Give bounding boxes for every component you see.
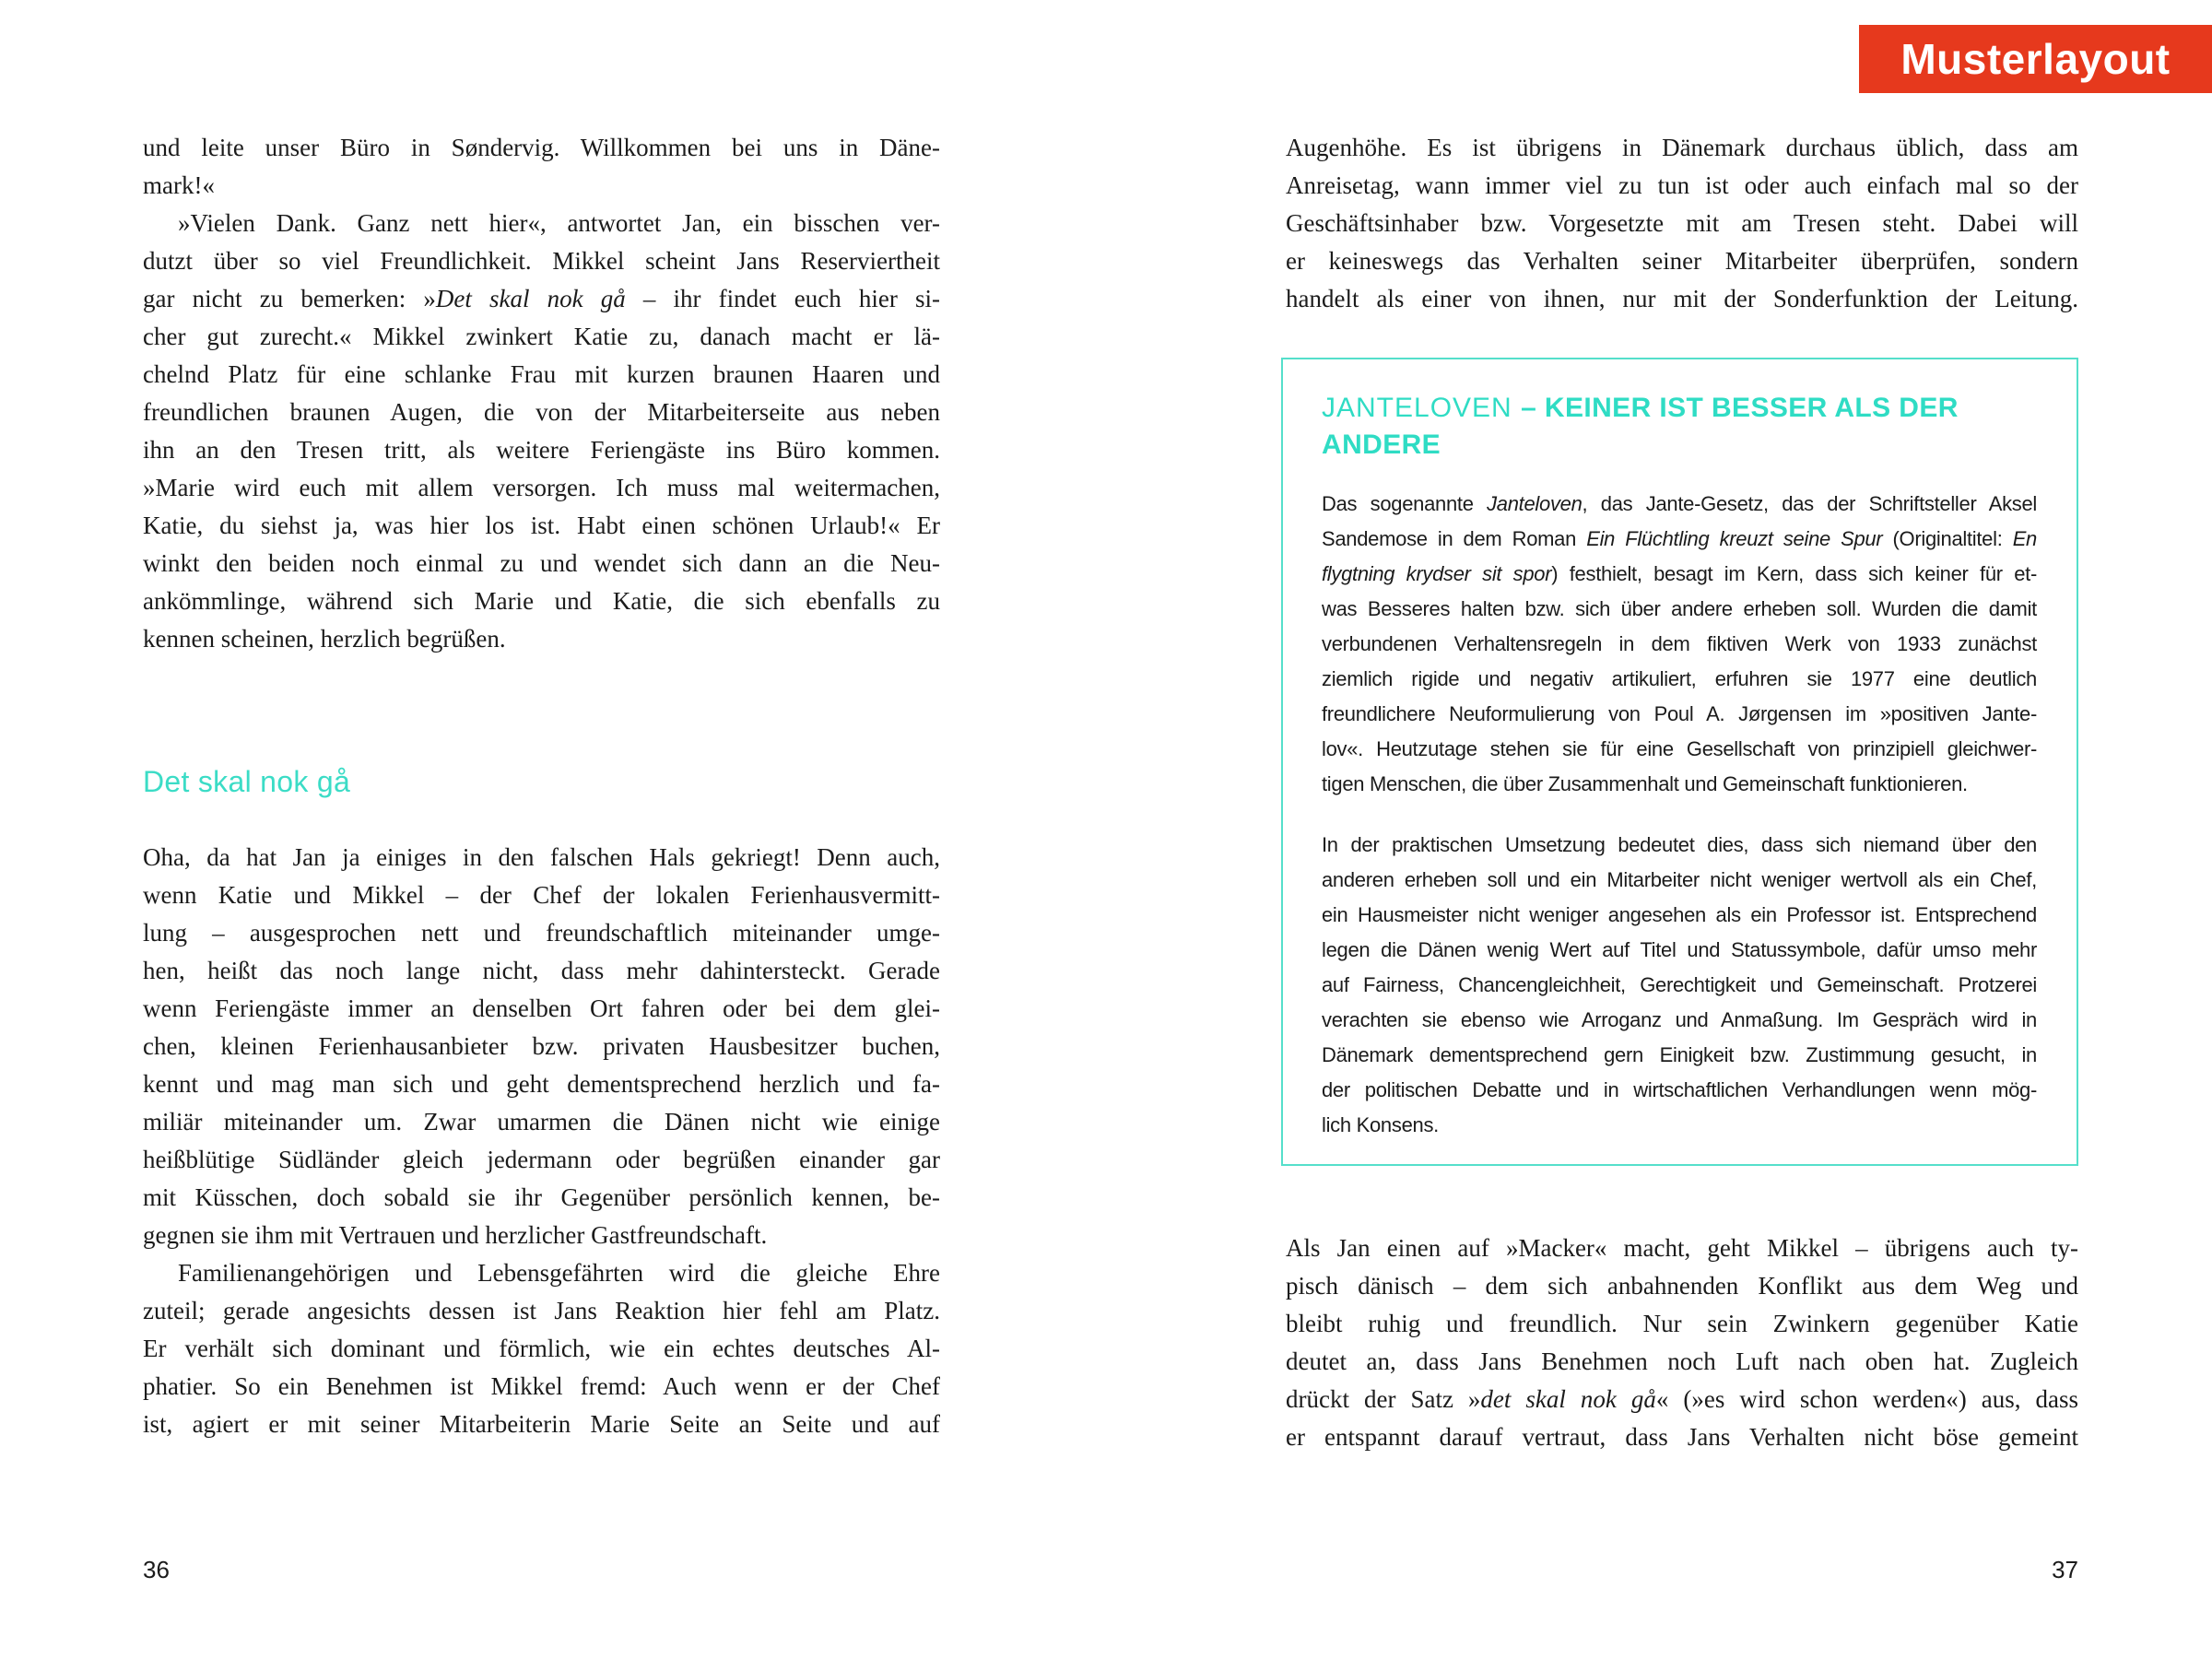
text-segment: winkt den beiden noch einmal zu und wendet sich dann an die Neu- <box>143 549 940 577</box>
text-line <box>1322 697 2037 732</box>
text-line <box>1286 1343 2078 1381</box>
text-line <box>143 1141 940 1179</box>
text-segment: hen, heißt das noch lange nicht, dass mehr dahintersteckt. Gerade <box>143 957 940 984</box>
section-heading: Det skal nok gå <box>143 765 351 798</box>
text-segment: ) festhielt, besagt im Kern, dass sich keiner für et- <box>1551 562 2037 585</box>
text-segment: Det skal nok gå <box>435 285 626 312</box>
info-box-title <box>1322 390 2037 464</box>
text-line <box>1286 242 2078 280</box>
text-line <box>143 1217 940 1254</box>
text-segment: Das sogenannte <box>1322 492 1488 515</box>
text-line <box>143 952 940 990</box>
page-number-right: 37 <box>2052 1556 2078 1583</box>
text-segment: er entspannt darauf vertraut, dass Jans Verhalten nicht böse gemeint <box>1286 1423 2078 1451</box>
paragraph <box>1286 129 2078 318</box>
text-line <box>143 1254 940 1292</box>
text-line <box>143 990 940 1028</box>
info-box-paragraph <box>1322 828 2037 1143</box>
text-line <box>1322 1003 2037 1038</box>
text-segment: chelnd Platz für eine schlanke Frau mit kurzen braunen Haaren und <box>143 360 940 388</box>
text-segment: En <box>2012 527 2037 550</box>
text-segment: flygtning krydser sit spor <box>1322 562 1552 585</box>
text-line <box>143 356 940 394</box>
text-line <box>143 280 940 318</box>
info-box-paragraph <box>1322 487 2037 802</box>
text-segment: pisch dänisch – dem sich anbahnenden Konflikt aus dem Weg und <box>1286 1272 2078 1300</box>
text-segment: tigen Menschen, die über Zusammenhalt und Gemeinschaft funktionieren. <box>1322 772 1968 795</box>
text-line <box>1322 1038 2037 1073</box>
text-line <box>143 582 940 620</box>
text-segment: phatier. So ein Benehmen ist Mikkel fremd: Auch wenn er der Chef <box>143 1372 940 1400</box>
info-box-title-light: JANTELOVEN <box>1322 393 1522 423</box>
text-segment: Janteloven <box>1487 492 1583 515</box>
text-segment: ihn an den Tresen tritt, als weitere Feriengäste ins Büro kommen. <box>143 436 940 464</box>
text-segment: deutet an, dass Jans Benehmen noch Luft nach oben hat. Zugleich <box>1286 1347 2078 1375</box>
text-line <box>143 1179 940 1217</box>
text-segment: anderen erheben soll und ein Mitarbeiter nicht weniger wertvoll als ein Chef, <box>1322 868 2037 891</box>
text-segment: lung – ausgesprochen nett und freundschaftlich miteinander umge- <box>143 919 940 947</box>
paragraph <box>143 1254 940 1443</box>
text-segment: In der praktischen Umsetzung bedeutet dies, dass sich niemand über den <box>1322 833 2037 856</box>
text-segment: heißblütige Südländer gleich jedermann oder begrüßen einander gar <box>143 1146 940 1173</box>
text-segment: Familienangehörigen und Lebensgefährten wird die gleiche Ehre <box>178 1259 940 1287</box>
paragraph <box>143 839 940 1254</box>
paragraph <box>143 205 940 658</box>
text-line <box>1322 662 2037 697</box>
text-line <box>1322 828 2037 863</box>
text-segment: ein Hausmeister nicht weniger angesehen als ein Professor ist. Entsprechend <box>1322 903 2037 926</box>
text-line <box>1322 487 2037 522</box>
text-segment: det skal nok gå <box>1480 1385 1656 1413</box>
text-segment: bleibt ruhig und freundlich. Nur sein Zwinkern gegenüber Katie <box>1286 1310 2078 1337</box>
text-line <box>143 620 940 658</box>
text-line <box>143 914 940 952</box>
text-segment: auf Fairness, Chancengleichheit, Gerechtigkeit und Gemeinschaft. Protzerei <box>1322 973 2037 996</box>
text-line <box>143 318 940 356</box>
text-line <box>143 839 940 877</box>
text-line <box>143 242 940 280</box>
text-segment: »Vielen Dank. Ganz nett hier«, antwortet Jan, ein bisschen ver- <box>178 209 940 237</box>
text-segment: Er verhält sich dominant und förmlich, wie ein echtes deutsches Al- <box>143 1335 940 1362</box>
text-segment: kennen scheinen, herzlich begrüßen. <box>143 625 506 653</box>
text-line <box>143 1330 940 1368</box>
text-line <box>1322 592 2037 627</box>
text-segment: der politischen Debatte und in wirtschaftlichen Verhandlungen wenn mög- <box>1322 1078 2037 1101</box>
text-segment: drückt der Satz » <box>1286 1385 1481 1413</box>
text-line <box>1286 1267 2078 1305</box>
text-segment: wenn Katie und Mikkel – der Chef der lokalen Ferienhausvermitt- <box>143 881 940 909</box>
text-segment: lich Konsens. <box>1322 1113 1439 1136</box>
text-segment: Katie, du siehst ja, was hier los ist. Habt einen schönen Urlaub!« Er <box>143 512 940 539</box>
text-line <box>143 507 940 545</box>
text-segment: , das Jante-Gesetz, das der Schriftsteller Aksel <box>1582 492 2037 515</box>
musterlayout-badge: Musterlayout <box>1859 25 2212 93</box>
text-line <box>1322 522 2037 557</box>
text-segment: – ihr findet euch hier si- <box>625 285 940 312</box>
text-line <box>1286 129 2078 167</box>
text-segment: mit Küsschen, doch sobald sie ihr Gegenüber persönlich kennen, be- <box>143 1183 940 1211</box>
text-line <box>1322 732 2037 767</box>
text-line <box>143 1103 940 1141</box>
text-line <box>1286 1418 2078 1456</box>
text-segment: kennt und mag man sich und geht dementsprechend herzlich und fa- <box>143 1070 940 1098</box>
text-segment: ziemlich rigide und negativ artikuliert, erfuhren sie 1977 eine deutlich <box>1322 667 2037 690</box>
text-line <box>143 394 940 431</box>
text-segment: Anreisetag, wann immer viel zu tun ist oder auch einfach mal so der <box>1286 171 2078 199</box>
left-page-column <box>143 129 940 1443</box>
info-box <box>1281 358 2078 1166</box>
text-segment: ist, agiert er mit seiner Mitarbeiterin Marie Seite an Seite und auf <box>143 1410 940 1438</box>
paragraph <box>1286 1230 2078 1456</box>
text-segment: und leite unser Büro in Søndervig. Willkommen bei uns in Däne- <box>143 134 940 161</box>
text-segment: miliär miteinander um. Zwar umarmen die Dänen nicht wie einige <box>143 1108 940 1135</box>
text-segment: chen, kleinen Ferienhausanbieter bzw. privaten Hausbesitzer buchen, <box>143 1032 940 1060</box>
text-line <box>1322 898 2037 933</box>
text-segment: wenn Feriengäste immer an denselben Ort fahren oder bei dem glei- <box>143 994 940 1022</box>
text-line <box>143 205 940 242</box>
text-line <box>1322 1108 2037 1143</box>
paragraph <box>143 129 940 205</box>
text-segment: (Originaltitel: <box>1882 527 2013 550</box>
page-number-left: 36 <box>143 1556 170 1583</box>
text-line <box>1322 1073 2037 1108</box>
text-segment: Dänemark dementsprechend gern Einigkeit bzw. Zustimmung gesucht, in <box>1322 1043 2037 1066</box>
text-line <box>1286 1305 2078 1343</box>
text-segment: was Besseres halten bzw. sich über andere erheben soll. Wurden die damit <box>1322 597 2037 620</box>
text-line <box>143 167 940 205</box>
text-segment: handelt als einer von ihnen, nur mit der Sonderfunktion der Leitung. <box>1286 285 2078 312</box>
text-line <box>143 877 940 914</box>
text-segment: Augenhöhe. Es ist übrigens in Dänemark durchaus üblich, dass am <box>1286 134 2078 161</box>
text-segment: verbundenen Verhaltensregeln in dem fiktiven Werk von 1933 zunächst <box>1322 632 2037 655</box>
text-segment: legen die Dänen wenig Wert auf Titel und Statussymbole, dafür umso mehr <box>1322 938 2037 961</box>
text-line <box>143 1028 940 1065</box>
info-box-title-bold: – KEINER IST BESSER ALS DER ANDERE <box>1322 393 1959 460</box>
right-page-column <box>1286 129 2078 1456</box>
text-line <box>1322 863 2037 898</box>
text-segment: lov«. Heutzutage stehen sie für eine Gesellschaft von prinzipiell gleichwer- <box>1322 737 2037 760</box>
text-segment: Ein Flüchtling kreuzt seine Spur <box>1586 527 1883 550</box>
text-line <box>1322 767 2037 802</box>
text-segment: gegnen sie ihm mit Vertrauen und herzlicher Gastfreundschaft. <box>143 1221 768 1249</box>
text-line <box>143 469 940 507</box>
text-segment: Geschäftsinhaber bzw. Vorgesetzte mit am Tresen steht. Dabei will <box>1286 209 2078 237</box>
text-segment: gar nicht zu bemerken: » <box>143 285 436 312</box>
text-line <box>143 1292 940 1330</box>
text-line <box>143 431 940 469</box>
text-segment: verachten sie ebenso wie Arroganz und Anmaßung. Im Gespräch wird in <box>1322 1008 2037 1031</box>
text-line <box>143 1065 940 1103</box>
text-line <box>1322 933 2037 968</box>
text-segment: « (»es wird schon werden«) aus, dass <box>1655 1385 2078 1413</box>
text-line <box>1322 627 2037 662</box>
text-segment: cher gut zurecht.« Mikkel zwinkert Katie zu, danach macht er lä- <box>143 323 940 350</box>
text-line <box>1286 205 2078 242</box>
text-line <box>143 1406 940 1443</box>
text-line <box>143 129 940 167</box>
text-line <box>1322 557 2037 592</box>
text-segment: freundlichen braunen Augen, die von der Mitarbeiterseite aus neben <box>143 398 940 426</box>
text-segment: Oha, da hat Jan ja einiges in den falschen Hals gekriegt! Denn auch, <box>143 843 940 871</box>
text-segment: er keineswegs das Verhalten seiner Mitarbeiter überprüfen, sondern <box>1286 247 2078 275</box>
text-segment: zuteil; gerade angesichts dessen ist Jans Reaktion hier fehl am Platz. <box>143 1297 940 1324</box>
text-line <box>1286 1381 2078 1418</box>
text-segment: Sandemose in dem Roman <box>1322 527 1587 550</box>
text-segment: dutzt über so viel Freundlichkeit. Mikkel scheint Jans Reserviertheit <box>143 247 940 275</box>
text-segment: ankömmlinge, während sich Marie und Katie, die sich ebenfalls zu <box>143 587 940 615</box>
text-line <box>1322 968 2037 1003</box>
text-line <box>1286 280 2078 318</box>
text-line <box>1286 167 2078 205</box>
text-segment: Als Jan einen auf »Macker« macht, geht Mikkel – übrigens auch ty- <box>1286 1234 2078 1262</box>
text-segment: mark!« <box>143 171 215 199</box>
text-line <box>143 1368 940 1406</box>
text-segment: freundlichere Neuformulierung von Poul A. Jørgensen im »positiven Jante- <box>1322 702 2037 725</box>
text-line <box>1286 1230 2078 1267</box>
text-segment: »Marie wird euch mit allem versorgen. Ich muss mal weitermachen, <box>143 474 940 501</box>
text-line <box>143 545 940 582</box>
